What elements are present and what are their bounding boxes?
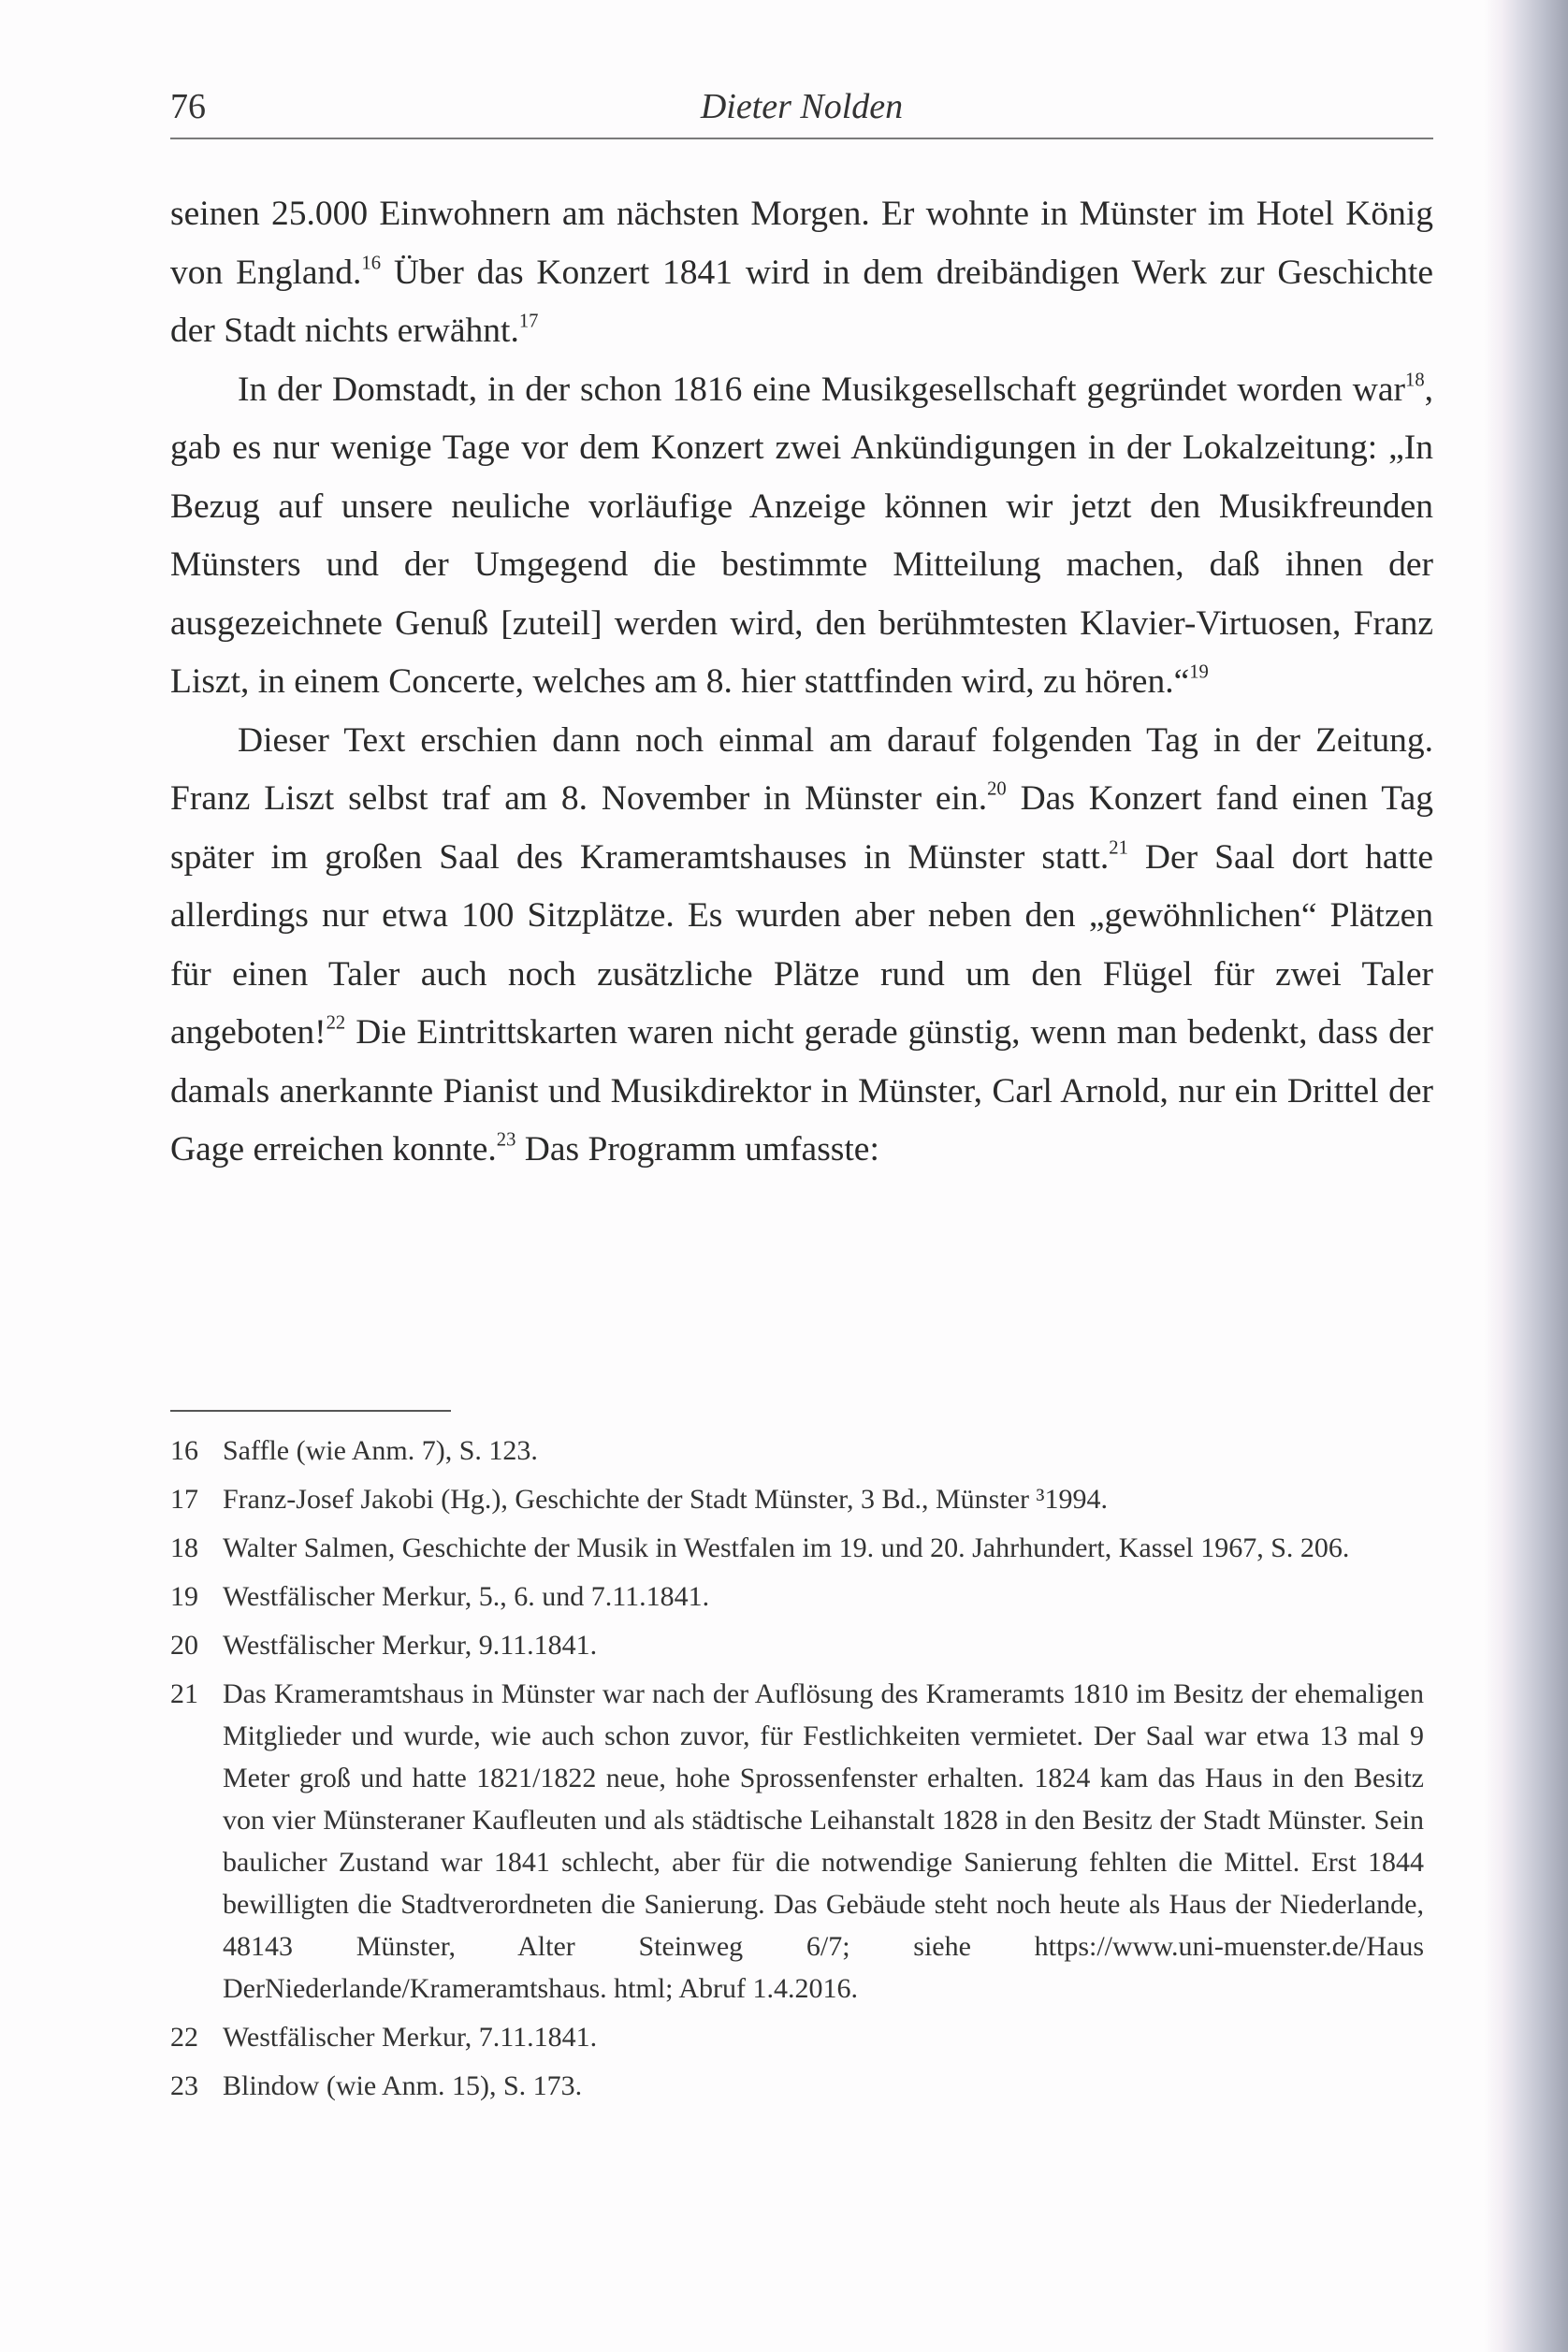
body-paragraph	[170, 185, 1433, 361]
footnote-text: Blindow (wie Anm. 15), S. 173.	[223, 2070, 583, 2101]
footnote-reference[interactable]: 21	[1109, 837, 1128, 859]
body-paragraph	[170, 361, 1433, 712]
running-head: Dieter Nolden	[700, 87, 904, 126]
footnote-reference[interactable]: 18	[1405, 370, 1425, 391]
footnote-text: Franz-Josef Jakobi (Hg.), Geschichte der Stadt Münster, 3 Bd., Münster ³1994.	[223, 1484, 1108, 1515]
body-text-run: Das Programm umfasste:	[515, 1130, 879, 1169]
footnote-number: 22	[170, 2022, 198, 2053]
footnote-text: Das Krameramtshaus in Münster war nach der Auflösung des Krameramts 1810 im Besitz der ehemaligen Mitglieder und wurde, wie auch schon zuvor, für Festlichkeiten vermietet. Der Saal war etwa 13 mal 9 Meter groß und hatte 1821/1822 neue, hohe Sprossenfenster erhalten. 1824 kam das Haus in den Besitz von vier Münsteraner Kaufleuten und als städtische Leihanstalt 1828 in den Besitz der Stadt Münster. Sein baulicher Zustand war 1841 schlecht, aber für die notwendige Sanierung fehlten die Mittel. Erst 1844 bewilligten die Stadtverordneten die Sanierung. Das Gebäude steht noch heute als Haus der Niederlande, 48143 Münster, Alter Steinweg 6/7; siehe https://www.uni-muenster.de/Haus DerNiederlande/Krameramtshaus. html; Abruf 1.4.2016.	[223, 1678, 1424, 2004]
body-text-run: seinen 25.000 Einwohnern am nächsten Morgen. Er wohnte in Münster im Hotel König von England.	[170, 195, 1433, 292]
footnote	[170, 1575, 1424, 1618]
footnotes	[170, 1430, 1424, 2113]
footnote-reference[interactable]: 16	[361, 253, 382, 274]
footnote	[170, 1673, 1424, 2010]
footnote-text: Westfälischer Merkur, 5., 6. und 7.11.1841.	[223, 1581, 710, 1612]
footnote	[170, 2065, 1424, 2107]
body-text-run: Dieser Text erschien dann noch einmal am darauf folgenden Tag in der Zeitung. Franz Liszt selbst traf am 8. November in Münster ein.	[170, 720, 1433, 818]
footnote-reference[interactable]: 20	[987, 778, 1007, 800]
body-text-run: In der Domstadt, in der schon 1816 eine Musikgesellschaft gegründet worden war	[238, 370, 1406, 409]
footnote-number: 23	[170, 2070, 198, 2101]
footnote	[170, 1430, 1424, 1472]
footnote-reference[interactable]: 17	[518, 311, 539, 332]
footnote-text: Saffle (wie Anm. 7), S. 123.	[223, 1435, 538, 1466]
footnote-number: 21	[170, 1678, 198, 1709]
footnote-text: Walter Salmen, Geschichte der Musik in Westfalen im 19. und 20. Jahrhundert, Kassel 1967, S. 206.	[223, 1532, 1350, 1563]
footnote-number: 19	[170, 1581, 198, 1612]
footnote-text: Westfälischer Merkur, 9.11.1841.	[223, 1630, 598, 1661]
body-text-run: Das Konzert fand einen Tag später im großen Saal des Krameramtshauses in Münster statt.	[170, 779, 1433, 877]
footnote-reference[interactable]: 19	[1189, 661, 1209, 683]
footnote	[170, 2016, 1424, 2058]
page-gutter-shadow	[1484, 0, 1568, 2352]
body-text-run: , gab es nur wenige Tage vor dem Konzert zwei Ankündigungen in der Lokalzeitung: „In Bezug auf unsere neuliche vorläufige Anzeige können wir jetzt den Musikfreunden Münsters und der Umgegend die bestimmte Mitteilung machen, daß ihnen der ausgezeichnete Genuß [zuteil] werden wird, den berühmtesten Klavier-Virtuosen, Franz Liszt, in einem Concerte, welches am 8. hier stattfinden wird, zu hören.“	[170, 370, 1433, 701]
header-rule	[170, 138, 1433, 139]
body-text-run: Der Saal dort hatte allerdings nur etwa 100 Sitzplätze. Es wurden aber neben den „gewöhnlichen“ Plätzen für einen Taler auch noch zusätzliche Plätze rund um den Flügel für zwei Taler angeboten!	[170, 837, 1433, 1052]
footnote-reference[interactable]: 23	[496, 1129, 516, 1151]
footnote-number: 17	[170, 1484, 198, 1515]
body-paragraph	[170, 712, 1433, 1180]
page-number: 76	[170, 87, 206, 126]
body-text	[170, 185, 1433, 1180]
footnote-number: 16	[170, 1435, 198, 1466]
footnote-number: 18	[170, 1532, 198, 1563]
footnote	[170, 1527, 1424, 1569]
body-text-run: Die Eintrittskarten waren nicht gerade günstig, wenn man bedenkt, dass der damals anerkannte Pianist und Musikdirektor in Münster, Carl Arnold, nur ein Drittel der Gage erreichen konnte.	[170, 1013, 1433, 1169]
footnote-reference[interactable]: 22	[326, 1012, 346, 1034]
footnote-text: Westfälischer Merkur, 7.11.1841.	[223, 2022, 598, 2053]
page-header	[170, 77, 1433, 133]
footnote-separator	[170, 1410, 451, 1412]
footnote	[170, 1478, 1424, 1520]
body-text-run: Über das Konzert 1841 wird in dem dreibändigen Werk zur Geschichte der Stadt nichts erwähnt.	[170, 253, 1433, 350]
footnote	[170, 1624, 1424, 1666]
footnote-number: 20	[170, 1630, 198, 1661]
